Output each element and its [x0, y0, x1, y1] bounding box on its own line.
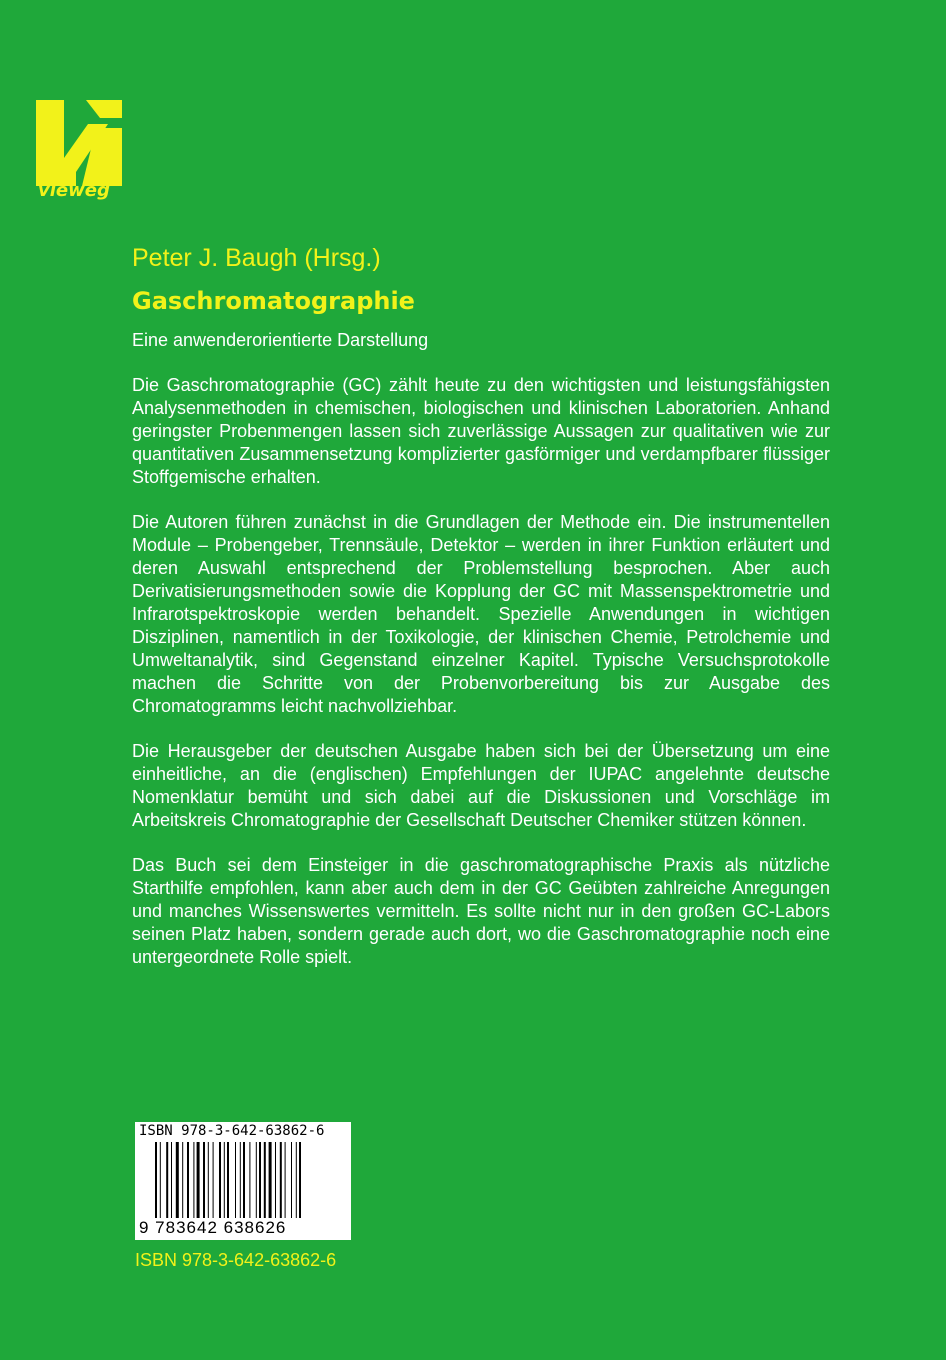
barcode-bar [203, 1142, 205, 1218]
description-paragraph: Die Gaschromatographie (GC) zählt heute zu den wichtigsten und leistungsfähigsten Analysenmethoden in chemischen, biologischen und klinischen Laboratorien. Anhand geringster Probenmengen lassen sich zuverlässige Aussagen zur qualitativen wie zur quantitativen Zusammensetzung komplizierter gasförmiger und verdampfbarer flüssiger Stoffgemische erhalten. [132, 375, 830, 487]
barcode-bar [280, 1142, 282, 1218]
barcode-bar [264, 1142, 266, 1218]
barcode-bar [296, 1142, 297, 1218]
barcode-bar [197, 1142, 200, 1218]
barcode-bars [155, 1142, 345, 1218]
barcode-bar [259, 1142, 261, 1218]
barcode-isbn-label: ISBN 978-3-642-63862-6 [139, 1123, 325, 1139]
barcode-bar [166, 1142, 168, 1218]
book-author: Peter J. Baugh (Hrsg.) [132, 244, 381, 272]
barcode-bar [291, 1142, 292, 1218]
book-description [132, 374, 830, 991]
description-paragraph: Die Autoren führen zunächst in die Grundlagen der Methode ein. Die instrumentellen Module – Probengeber, Trennsäule, Detektor – werden in ihrer Funktion erläutert und deren Auswahl entsprechend der Problemstellung besprochen. Aber auch Derivatisierungsmethoden sowie die Kopplung der GC mit Massenspektrometrie und Infrarotspektroskopie werden behandelt. Spezielle Anwendungen in wichtigen Disziplinen, namentlich in der Toxikologie, der klinischen Chemie, Petrolchemie und Umweltanalytik, sind Gegenstand einzelner Kapitel. Typische Versuchsprotokolle machen die Schritte von der Probenvorbereitung bis zur Ausgabe des Chromatogramms leicht nachvollziehbar. [132, 512, 830, 716]
barcode-bar [299, 1142, 301, 1218]
barcode-bar [187, 1142, 189, 1218]
barcode-bar [240, 1142, 241, 1218]
barcode-bar [160, 1142, 161, 1218]
barcode-digits: 9 783642 638626 [139, 1218, 287, 1237]
book-subtitle: Eine anwenderorientierte Darstellung [132, 330, 429, 350]
barcode-bar [176, 1142, 179, 1218]
barcode-bar [182, 1142, 183, 1218]
barcode-bar [171, 1142, 172, 1218]
barcode-bar [219, 1142, 221, 1218]
barcode-bar [155, 1142, 157, 1218]
description-paragraph: Die Herausgeber der deutschen Ausgabe haben sich bei der Übersetzung um eine einheitliche, an die (englischen) Empfehlungen der IUPAC angelehnte deutsche Nomenklatur bemüht und sich dabei auf die Diskussionen und Vorschläge im Arbeitskreis Chromatographie der Gesellschaft Deutscher Chemiker stützen können. [132, 741, 830, 830]
publisher-name: vieweg [38, 180, 110, 201]
book-title: Gaschromatographie [132, 287, 415, 315]
barcode-bar [269, 1142, 272, 1218]
barcode-bar [249, 1142, 250, 1218]
barcode-bar [227, 1142, 229, 1218]
barcode-bar [275, 1142, 276, 1218]
isbn-barcode [135, 1122, 351, 1240]
barcode-bar [243, 1142, 245, 1218]
barcode-bar [224, 1142, 225, 1218]
barcode-bar [208, 1142, 209, 1218]
barcode-bar [193, 1142, 194, 1218]
barcode-bar [235, 1142, 236, 1218]
barcode-bar [213, 1142, 214, 1218]
barcode-bar [285, 1142, 286, 1218]
isbn-number: ISBN 978-3-642-63862-6 [135, 1250, 337, 1270]
barcode-bar [256, 1142, 257, 1218]
vieweg-logo-mark [36, 100, 126, 186]
description-paragraph: Das Buch sei dem Einsteiger in die gaschromatographische Praxis als nützliche Starthilfe empfohlen, kann aber auch dem in der GC Geübten zahlreiche Anregungen und manches Wissenswertes vermitteln. Es sollte nicht nur in den großen GC-Labors seinen Platz haben, sondern gerade auch dort, wo die Gaschromatographie noch eine untergeordnete Rolle spielt. [132, 855, 830, 967]
